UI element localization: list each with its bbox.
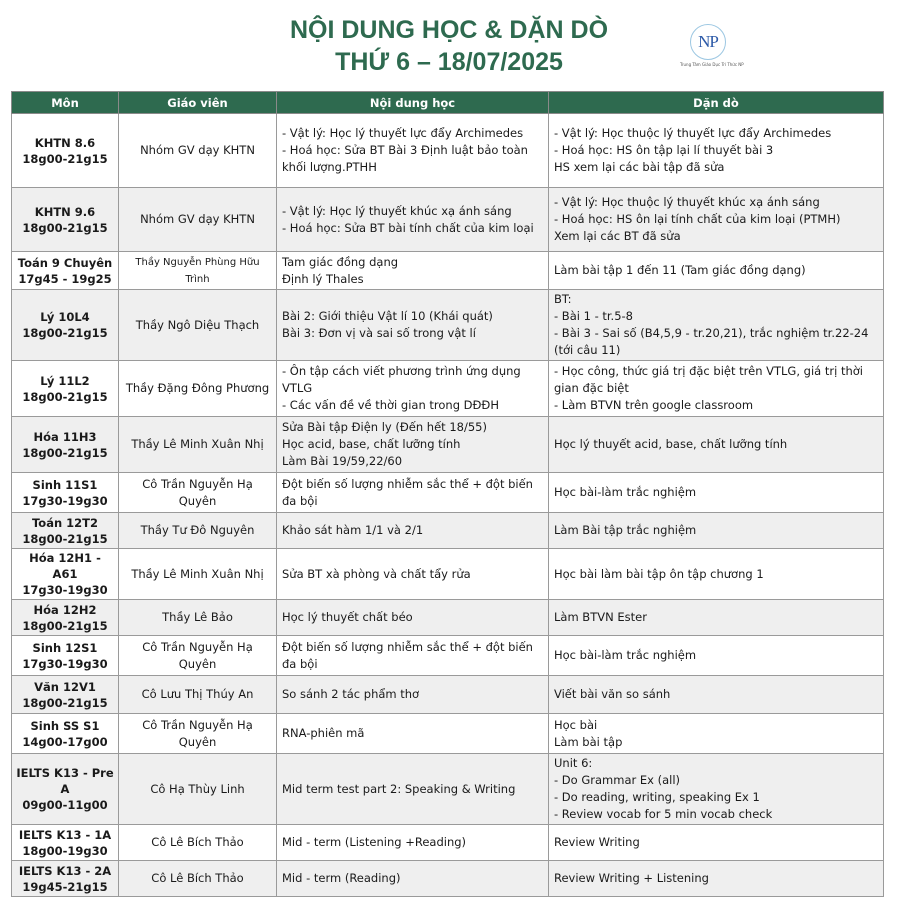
- title-line-1: NỘI DUNG HỌC & DẶN DÒ: [289, 16, 609, 44]
- logo-monogram: NP: [698, 32, 718, 51]
- homework-cell-line: Review Writing: [554, 835, 640, 849]
- subject-cell: [12, 549, 119, 600]
- table-header-row: [12, 92, 884, 114]
- teacher-cell: Cô Lê Bích Thảo: [119, 861, 277, 897]
- content-cell: [277, 252, 549, 290]
- table-row: [12, 290, 884, 361]
- subject-cell-line: Hóa 11H3: [33, 429, 97, 444]
- subject-cell-line: IELTS K13 - 2A: [18, 863, 112, 878]
- subject-cell-line: Toán 12T2: [31, 515, 99, 530]
- content-cell-line: Học acid, base, chất lưỡng tính: [282, 437, 461, 451]
- content-cell-line: Định lý Thales: [282, 271, 364, 286]
- homework-cell: [549, 825, 884, 861]
- center-logo: [680, 24, 744, 68]
- homework-cell: [549, 252, 884, 290]
- subject-cell: [12, 361, 119, 417]
- homework-cell-line: - Làm BTVN trên google classroom: [554, 398, 754, 412]
- subject-cell-line: 18g00-21g15: [22, 151, 108, 166]
- homework-cell-line: - Vật lý: Học thuộc lý thuyết khúc xạ ánh sáng: [554, 195, 820, 209]
- subject-cell-line: 18g00-21g15: [22, 220, 108, 235]
- subject-cell-line: Sinh 12S1: [32, 640, 98, 655]
- homework-cell: [549, 754, 884, 825]
- content-cell: [277, 636, 549, 676]
- logo-tagline: Trung Tâm Giáo Dục Trí Thức NP: [680, 62, 744, 67]
- homework-cell: [549, 361, 884, 417]
- content-cell: [277, 188, 549, 252]
- homework-cell: [549, 600, 884, 636]
- table-row: [12, 636, 884, 676]
- table-row: [12, 114, 884, 188]
- column-header-teacher: Giáo viên: [119, 92, 277, 114]
- teacher-cell: Cô Trần Nguyễn Hạ Quyên: [119, 636, 277, 676]
- page-title: [0, 14, 898, 78]
- homework-cell-line: Học bài làm bài tập ôn tập chương 1: [554, 566, 764, 581]
- homework-cell: [549, 417, 884, 473]
- table-row: [12, 549, 884, 600]
- content-cell: [277, 290, 549, 361]
- content-cell-line: RNA-phiên mã: [282, 726, 365, 740]
- table-row: [12, 252, 884, 290]
- subject-cell-line: 18g00-21g15: [22, 445, 108, 460]
- content-cell-line: Khảo sát hàm 1/1 và 2/1: [282, 523, 424, 537]
- content-cell-line: Mid term test part 2: Speaking & Writing: [282, 781, 516, 796]
- content-cell: [277, 513, 549, 549]
- content-cell-line: Đột biến số lượng nhiễm sắc thể + đột biến đa bội: [282, 639, 533, 671]
- teacher-cell: Thầy Nguyễn Phùng Hữu Trình: [119, 252, 277, 290]
- subject-cell-line: KHTN 8.6: [34, 135, 96, 150]
- content-cell-line: Mid - term (Listening +Reading): [282, 835, 467, 849]
- homework-cell-line: Review Writing + Listening: [554, 871, 709, 885]
- table-row: [12, 676, 884, 714]
- content-cell: [277, 549, 549, 600]
- homework-cell: [549, 714, 884, 754]
- content-cell-line: Tam giác đồng dạng: [282, 254, 399, 269]
- subject-cell-line: 17g45 - 19g25: [18, 271, 112, 286]
- subject-cell-line: 18g00-21g15: [22, 618, 108, 633]
- content-cell: [277, 714, 549, 754]
- subject-cell-line: 14g00-17g00: [22, 734, 108, 749]
- subject-cell: [12, 252, 119, 290]
- homework-cell-line: Làm bài tập: [554, 734, 623, 749]
- homework-cell: [549, 473, 884, 513]
- content-cell-line: - Hoá học: Sửa BT Bài 3 Định luật bảo toàn khối lượng.PTHH: [282, 143, 528, 174]
- content-cell: [277, 114, 549, 188]
- homework-cell-line: Xem lại các BT đã sửa: [554, 229, 681, 243]
- homework-cell-line: - Bài 1 - tr.5-8: [554, 309, 633, 323]
- homework-cell-line: - Học công, thức giá trị đặc biệt trên VTLG, giá trị thời gian đặc biệt: [554, 364, 863, 395]
- content-cell: [277, 417, 549, 473]
- homework-cell-line: Làm Bài tập trắc nghiệm: [554, 523, 697, 537]
- logo-circle: [690, 24, 726, 60]
- homework-cell-line: - Review vocab for 5 min vocab check: [554, 807, 773, 821]
- content-cell-line: Bài 2: Giới thiệu Vật lí 10 (Khái quát): [282, 309, 493, 323]
- teacher-cell: Cô Hạ Thùy Linh: [119, 754, 277, 825]
- subject-cell-line: Hóa 12H2: [33, 602, 97, 617]
- content-cell-line: - Các vấn đề về thời gian trong DĐĐH: [282, 398, 499, 412]
- content-cell-line: Mid - term (Reading): [282, 871, 401, 885]
- content-cell-line: Bài 3: Đơn vị và sai số trong vật lí: [282, 326, 476, 340]
- subject-cell: [12, 513, 119, 549]
- homework-cell: [549, 290, 884, 361]
- content-cell-line: Đột biến số lượng nhiễm sắc thể + đột biến đa bội: [282, 476, 533, 508]
- table-row: [12, 188, 884, 252]
- homework-cell-line: Unit 6:: [554, 756, 593, 770]
- column-header-content: Nội dung học: [277, 92, 549, 114]
- homework-cell-line: - Do reading, writing, speaking Ex 1: [554, 790, 760, 804]
- table-row: [12, 714, 884, 754]
- homework-cell: [549, 676, 884, 714]
- teacher-cell: Thầy Lê Minh Xuân Nhị: [119, 417, 277, 473]
- table-row: [12, 417, 884, 473]
- content-cell: [277, 361, 549, 417]
- teacher-cell: Nhóm GV dạy KHTN: [119, 188, 277, 252]
- homework-cell: [549, 549, 884, 600]
- table-row: [12, 754, 884, 825]
- teacher-cell: Thầy Đặng Đông Phương: [119, 361, 277, 417]
- subject-cell-line: Lý 10L4: [40, 310, 90, 324]
- content-cell: [277, 473, 549, 513]
- homework-cell-line: - Do Grammar Ex (all): [554, 773, 681, 787]
- subject-cell-line: Sinh SS S1: [30, 718, 100, 733]
- content-cell-line: So sánh 2 tác phẩm thơ: [282, 687, 420, 701]
- subject-cell: [12, 825, 119, 861]
- subject-cell-line: Toán 9 Chuyên: [17, 255, 113, 270]
- subject-cell-line: IELTS K13 - 1A: [18, 827, 112, 842]
- subject-cell-line: 17g30-19g30: [22, 493, 108, 508]
- homework-cell-line: Làm BTVN Ester: [554, 610, 647, 624]
- homework-cell-line: Làm bài tập 1 đến 11 (Tam giác đồng dạng): [554, 263, 806, 277]
- homework-cell-line: Học bài-làm trắc nghiệm: [554, 485, 697, 499]
- homework-cell-line: - Vật lý: Học thuộc lý thuyết lực đẩy Archimedes: [554, 126, 832, 140]
- subject-cell-line: 17g30-19g30: [22, 583, 108, 597]
- content-cell-line: - Vật lý: Học lý thuyết khúc xạ ánh sáng: [282, 203, 512, 218]
- homework-cell: [549, 861, 884, 897]
- title-line-2: THỨ 6 – 18/07/2025: [335, 48, 563, 76]
- homework-cell: [549, 636, 884, 676]
- homework-cell-line: - Hoá học: HS ôn tập lại lí thuyết bài 3: [554, 143, 774, 157]
- subject-cell: [12, 417, 119, 473]
- table-row: [12, 513, 884, 549]
- subject-cell: [12, 861, 119, 897]
- column-header-subject: Môn: [12, 92, 119, 114]
- subject-cell: [12, 676, 119, 714]
- teacher-cell: Thầy Lê Minh Xuân Nhị: [119, 549, 277, 600]
- subject-cell-line: Lý 11L2: [40, 373, 90, 388]
- homework-cell-line: HS xem lại các bài tập đã sửa: [554, 160, 725, 174]
- subject-cell: [12, 473, 119, 513]
- content-cell-line: - Ôn tập cách viết phương trình ứng dụng VTLG: [282, 364, 521, 395]
- homework-cell: [549, 114, 884, 188]
- subject-cell: [12, 636, 119, 676]
- subject-cell-line: 18g00-21g15: [22, 326, 108, 340]
- content-cell: [277, 754, 549, 825]
- table-row: [12, 361, 884, 417]
- table-row: [12, 861, 884, 897]
- teacher-cell: Thầy Lê Bảo: [119, 600, 277, 636]
- content-cell: [277, 861, 549, 897]
- schedule-table: [11, 91, 884, 897]
- subject-cell-line: Sinh 11S1: [32, 477, 98, 492]
- content-cell-line: - Vật lý: Học lý thuyết lực đẩy Archimedes: [282, 126, 524, 140]
- subject-cell-line: 09g00-11g00: [22, 798, 108, 812]
- subject-cell-line: 18g00-21g15: [22, 695, 108, 710]
- subject-cell-line: Hóa 12H1 - A61: [29, 551, 101, 581]
- homework-cell-line: Học bài: [554, 717, 598, 732]
- homework-cell-line: - Bài 3 - Sai số (B4,5,9 - tr.20,21), trắc nghiệm tr.22-24 (tới câu 11): [554, 326, 869, 357]
- teacher-cell: Nhóm GV dạy KHTN: [119, 114, 277, 188]
- subject-cell-line: 19g45-21g15: [22, 879, 108, 894]
- subject-cell: [12, 600, 119, 636]
- subject-cell: [12, 714, 119, 754]
- content-cell: [277, 825, 549, 861]
- homework-cell-line: BT:: [554, 292, 572, 306]
- teacher-cell: Cô Trần Nguyễn Hạ Quyên: [119, 714, 277, 754]
- teacher-cell: Thầy Ngô Diệu Thạch: [119, 290, 277, 361]
- homework-cell-line: Học bài-làm trắc nghiệm: [554, 648, 697, 662]
- teacher-cell: Cô Trần Nguyễn Hạ Quyên: [119, 473, 277, 513]
- subject-cell-line: IELTS K13 - Pre A: [16, 766, 114, 796]
- subject-cell-line: KHTN 9.6: [34, 204, 96, 219]
- column-header-homework: Dặn dò: [549, 92, 884, 114]
- table-row: [12, 600, 884, 636]
- content-cell-line: - Hoá học: Sửa BT bài tính chất của kim loại: [282, 220, 534, 235]
- subject-cell-line: 18g00-21g15: [22, 389, 108, 404]
- content-cell-line: Sửa BT xà phòng và chất tẩy rửa: [282, 566, 471, 581]
- homework-cell: [549, 513, 884, 549]
- teacher-cell: Cô Lưu Thị Thúy An: [119, 676, 277, 714]
- subject-cell: [12, 290, 119, 361]
- subject-cell: [12, 114, 119, 188]
- content-cell: [277, 676, 549, 714]
- content-cell-line: Sửa Bài tập Điện ly (Đến hết 18/55): [282, 420, 487, 434]
- subject-cell: [12, 754, 119, 825]
- subject-cell-line: Văn 12V1: [34, 679, 96, 694]
- subject-cell-line: 17g30-19g30: [22, 656, 108, 671]
- table-row: [12, 825, 884, 861]
- homework-cell-line: - Hoá học: HS ôn lại tính chất của kim loại (PTMH): [554, 212, 841, 226]
- table-body: [12, 114, 884, 897]
- homework-cell-line: Viết bài văn so sánh: [554, 687, 671, 701]
- homework-cell-line: Học lý thuyết acid, base, chất lưỡng tính: [554, 437, 788, 451]
- subject-cell-line: 18g00-21g15: [22, 531, 108, 546]
- content-cell: [277, 600, 549, 636]
- subject-cell-line: 18g00-19g30: [22, 843, 108, 858]
- subject-cell: [12, 188, 119, 252]
- teacher-cell: Thầy Tư Đô Nguyên: [119, 513, 277, 549]
- table-row: [12, 473, 884, 513]
- content-cell-line: Làm Bài 19/59,22/60: [282, 454, 403, 468]
- teacher-cell: Cô Lê Bích Thảo: [119, 825, 277, 861]
- content-cell-line: Học lý thuyết chất béo: [282, 610, 413, 624]
- homework-cell: [549, 188, 884, 252]
